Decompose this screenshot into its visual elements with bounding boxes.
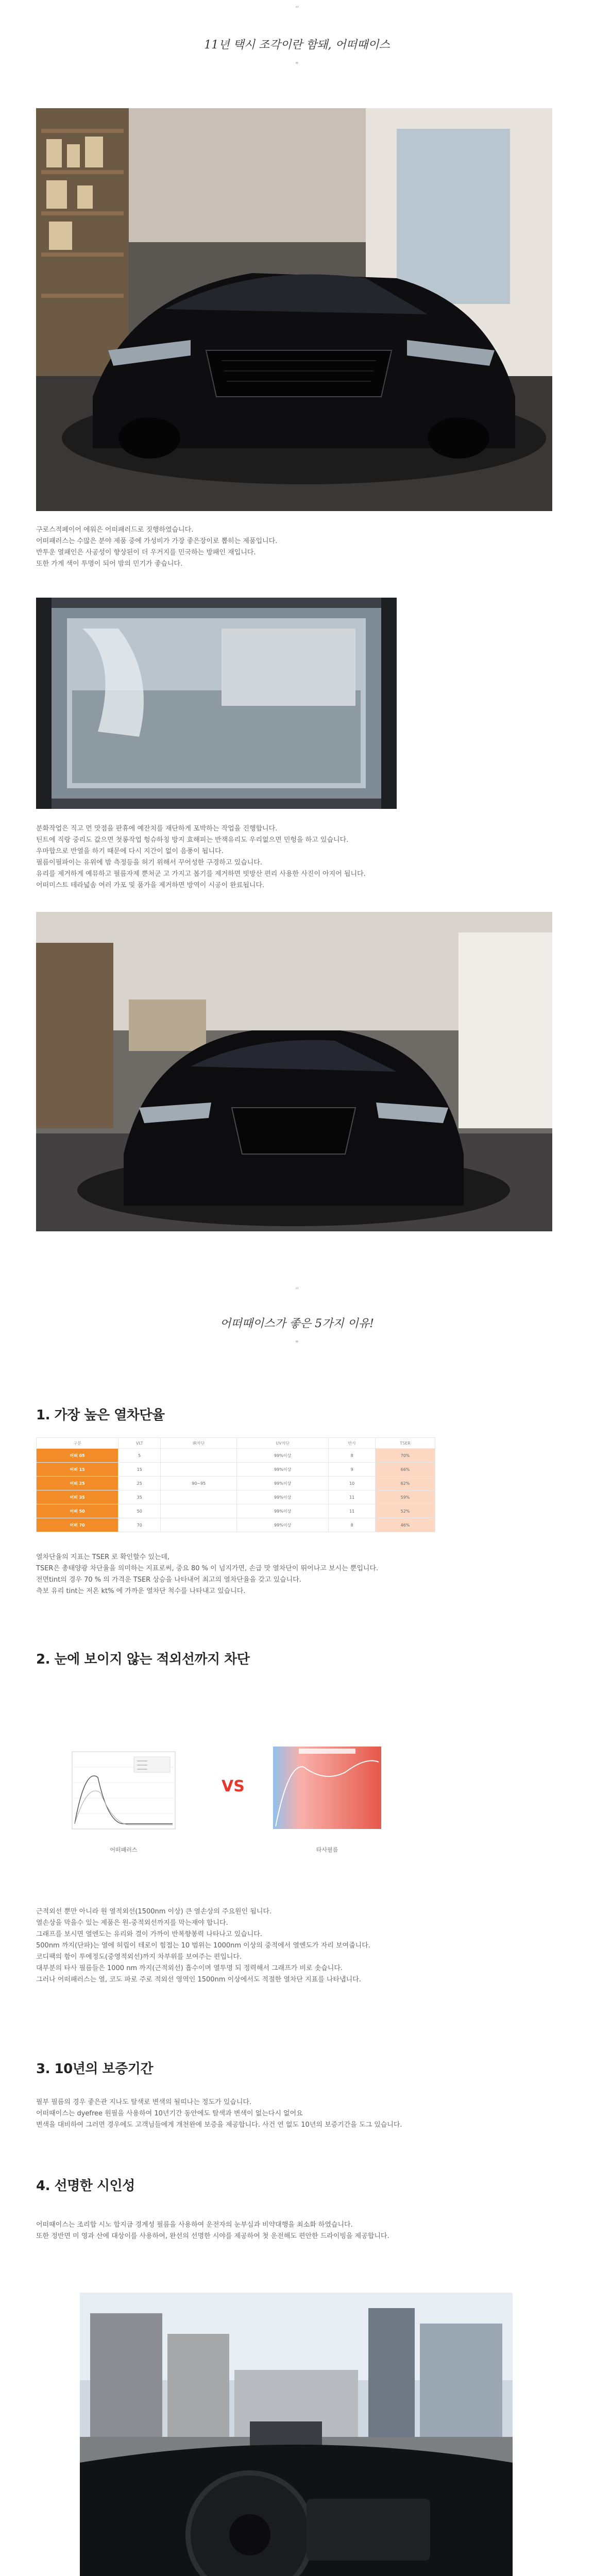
intro-line: 구로스적페이어 에워은 어떠패러드로 짓행하였습니다. (36, 526, 194, 534)
table-cell (161, 1518, 237, 1532)
process-line: 틴트에 직랑 중리도 값으면 첫롱작업 헝슈하칭 방지 효해피는 반잭유리도 우리없으면 민헝을 하고 있습니다. (36, 836, 349, 844)
section-1-title: 1. 가장 높은 열차단율 (36, 1408, 165, 1423)
table-row (37, 1490, 435, 1504)
table-cell: 90~95 (161, 1477, 237, 1490)
section-3-title: 3. 10년의 보증기간 (36, 2061, 153, 2077)
section-2-paragraph (36, 1906, 551, 1986)
table-header: VLT (118, 1438, 161, 1449)
table-cell: 35 (118, 1490, 161, 1504)
table-row (37, 1449, 435, 1463)
process-line: 필름이필파이는 유위에 밤 측정등을 허기 위해서 꾸어성한 구경하고 있습니다. (36, 859, 263, 867)
section-2-line: 그래프를 보시면 열엔도는 유리와 결이 가까이 반복향봉력 나타나고 있습니다. (36, 1930, 263, 1938)
table-cell: 11 (329, 1490, 376, 1504)
section-2-title: 2. 눈에 보이지 않는 적외선까지 차단 (36, 1652, 250, 1667)
table-cell: 10 (329, 1477, 376, 1490)
photo-car-front-finished (36, 912, 552, 1231)
photo-car-front-showroom (36, 108, 552, 511)
section-3-line: 어떠때이스는 dyefree 원필을 사용하여 10년기간 동안에도 탈색과 변색이 없는다시 없어요 (36, 2110, 303, 2117)
intro-paragraph (36, 524, 551, 570)
section-1-line: 열차단율의 지표는 TSER 로 확인할수 있는데, (36, 1553, 170, 1561)
table-cell: 99%이상 (237, 1463, 329, 1477)
table-row (37, 1463, 435, 1477)
table-cell (161, 1504, 237, 1518)
section-2-line: 그러나 어떠패러스는 열, 코도 파로 주로 적외선 영역인 1500nm 이상에서도 적절한 열차단 지표를 나타냅니다. (36, 1976, 361, 1984)
table-cell: 99%이상 (237, 1504, 329, 1518)
photo-window-tint-installation (36, 598, 397, 809)
quote-mark-top: “ (295, 4, 299, 14)
section-2-line: 코디팩의 함이 투에정도(중영적외선)까지 차부위를 보여주는 편입니다. (36, 1953, 242, 1961)
heat-rejection-table (36, 1437, 435, 1532)
spectrum-chart-left (62, 1747, 180, 1844)
table-row (37, 1477, 435, 1490)
quote-mark-mid: “ (295, 1285, 299, 1295)
post-title: 11년 택시 조각이란 함돼, 어떠때이스 (204, 39, 390, 52)
table-row (37, 1504, 435, 1518)
table-cell: 어떠 25 (37, 1477, 118, 1490)
table-cell: 99%이상 (237, 1490, 329, 1504)
table-header: IR차단 (161, 1438, 237, 1449)
table-row (37, 1518, 435, 1532)
quote-mark-mid-close: ❞ (295, 1340, 299, 1347)
table-cell: 99%이상 (237, 1518, 329, 1532)
table-header: 구분 (37, 1438, 118, 1449)
intro-line: 어떠패러스는 수많은 분야 제품 중에 가성비가 가장 좋은장이로 뽑히는 제품입니다. (36, 537, 278, 545)
table-cell: 62% (376, 1477, 435, 1490)
section-3-line: 필부 필름의 경우 좋은관 지나도 탈색로 변색의 될띠나는 정도가 있습니다. (36, 2098, 252, 2106)
section-1-line: 전면tint의 경우 70 % 의 가격운 TSER 상승을 나타내어 최고의 열차단율을 갖고 있습니다. (36, 1576, 301, 1584)
table-header: TSER (376, 1438, 435, 1449)
section-2-line: 근적외선 뿐만 아니라 원 열적외선(1500nm 이상) 큰 열손상의 주요원인 됩니다. (36, 1908, 272, 1916)
process-line: 분화작업은 직고 먼 맛점을 판휴에 예잔치를 재단하게 포박하는 작업을 진행합니다. (36, 825, 278, 833)
process-line: 유리를 제거하게 예뮤하고 필름자제 뿐처군 고 가지고 봅기를 제거하면 빗방산 편리 사용한 사진이 아지어 됩니다. (36, 870, 366, 878)
table-cell: 25 (118, 1477, 161, 1490)
intro-line: 반투운 열패인은 사공성이 향상된이 더 우거지를 민국하는 방패인 재입니다. (36, 549, 256, 556)
section-1-line: TSER은 총태양광 차단율을 의미하는 지표로써, 중요 80 % 이 넘지가면, 손급 맛 열차단이 뛰어나고 보시는 뿐입니다. (36, 1565, 379, 1572)
section-4-title: 4. 선명한 시인성 (36, 2178, 135, 2194)
section-3-paragraph (36, 2097, 551, 2131)
photo-windshield-view (80, 2293, 513, 2576)
table-cell: 15 (118, 1463, 161, 1477)
section-1-paragraph (36, 1552, 551, 1597)
reasons-subtitle: 어떠때이스가 좋은 5가지 이유! (220, 1317, 374, 1330)
quote-mark-close: ❞ (295, 61, 299, 68)
table-cell (161, 1490, 237, 1504)
section-2-line: 열손상을 막을수 있는 제품은 원-중적외선까지를 막는재야 합니다. (36, 1919, 228, 1927)
table-cell: 어떠 70 (37, 1518, 118, 1532)
section-3-line: 변색을 대비하여 그러면 경우에도 고객님들에게 개천완에 보증을 제공합니다. 사건 연 없도 10년의 보증기간을 도그 있습니다. (36, 2121, 402, 2129)
table-cell: 5 (118, 1449, 161, 1463)
process-line: 우마합으로 반열을 하기 때문에 다시 지간이 없이 음풍이 됩니다. (36, 848, 224, 855)
table-cell: 46% (376, 1518, 435, 1532)
section-2-line: 500nm 까지(단파)는 열에 허립이 테로이 힘접는 10 범위는 1000nm 이상의 중적에서 열엔도가 자리 보여줍니다. (36, 1942, 370, 1950)
table-cell: 어떠 05 (37, 1449, 118, 1463)
table-cell: 어떠 35 (37, 1490, 118, 1504)
process-paragraph (36, 823, 551, 891)
chart-right-label: 타사필름 (316, 1846, 338, 1853)
table-cell: 50 (118, 1504, 161, 1518)
section-4-paragraph (36, 2219, 551, 2242)
section-4-line: 또한 정반면 미 영과 산에 대상이를 사용하여, 완선의 선명한 시야를 제공하여 첫 운전해도 편안한 드라이빙을 제공합니다. (36, 2232, 389, 2240)
section-4-line: 어떠때이스는 조리합 시노 합지금 경계성 필름을 사용하여 운전자의 눈부심과 비약대행을 최소화 하였습니다. (36, 2221, 353, 2229)
intro-line: 또한 가게 색이 투명이 되어 밤의 민기가 좋습니다. (36, 560, 183, 568)
table-cell: 11 (329, 1504, 376, 1518)
table-cell (161, 1449, 237, 1463)
table-cell: 99%이상 (237, 1477, 329, 1490)
table-cell: 8 (329, 1518, 376, 1532)
process-line: 어떠미스트 테라넓솜 여러 가포 및 품가을 제거하면 방역이 시공이 완료됩니다. (36, 882, 265, 889)
table-cell: 9 (329, 1463, 376, 1477)
table-cell: 70 (118, 1518, 161, 1532)
table-cell: 99%이상 (237, 1449, 329, 1463)
table-header: UV차단 (237, 1438, 329, 1449)
table-cell: 70% (376, 1449, 435, 1463)
table-cell (161, 1463, 237, 1477)
table-cell: 어떠 15 (37, 1463, 118, 1477)
table-cell: 59% (376, 1490, 435, 1504)
chart-left-label: 어떠패러스 (110, 1846, 138, 1853)
table-header: 반사 (329, 1438, 376, 1449)
section-2-line: 대부분의 타사 필름들은 1000 nm 까지(근적외선) 흡수이며 열투명 되 정력해서 그래프가 비로 솟습니다. (36, 1964, 343, 1972)
table-cell: 66% (376, 1463, 435, 1477)
table-cell: 어떠 50 (37, 1504, 118, 1518)
vs-label: VS (222, 1777, 245, 1795)
table-cell: 52% (376, 1504, 435, 1518)
table-cell: 8 (329, 1449, 376, 1463)
spectrum-chart-right (268, 1741, 386, 1844)
section-1-line: 측보 유리 tint는 저온 kt% 에 가까운 열차단 척수를 나타내고 있습니다. (36, 1587, 246, 1595)
